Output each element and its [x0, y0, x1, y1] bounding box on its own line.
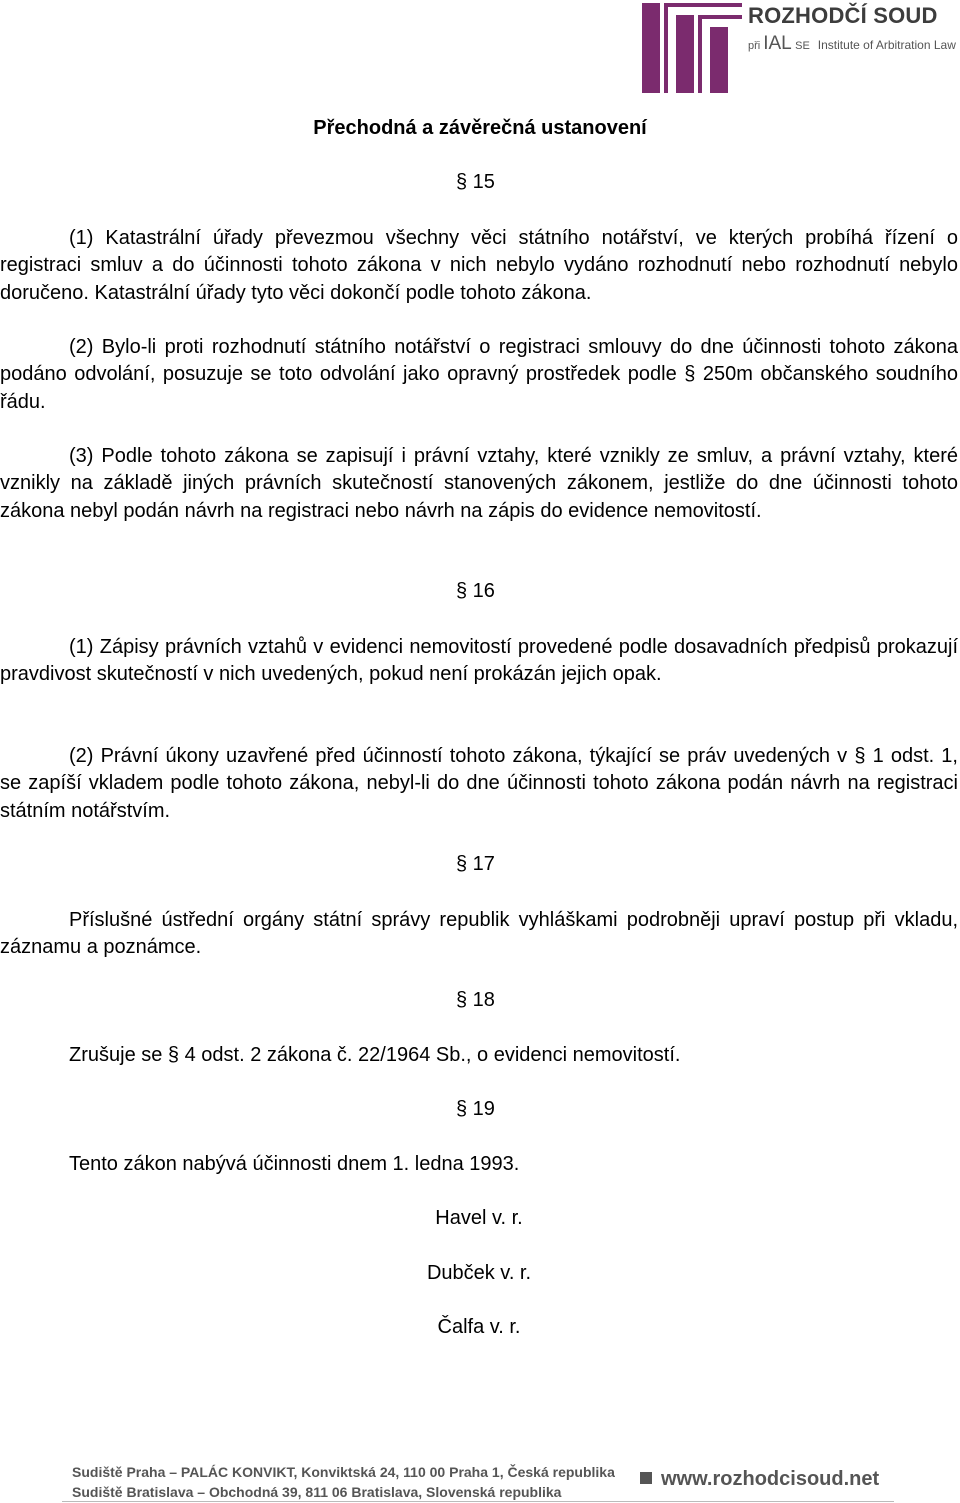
- section-label: § 17: [456, 853, 495, 875]
- footer-address-praha: Sudiště Praha – PALÁC KONVIKT, Konviktská 24, 110 00 Praha 1, Česká republika: [72, 1464, 615, 1480]
- footer-website[interactable]: [640, 1468, 879, 1491]
- logo-sub-ial: IAL: [763, 33, 792, 54]
- logo-subtitle: [748, 33, 956, 55]
- paragraph: Příslušné ústřední orgány státní správy republik vyhláškami podrobněji upraví postup při vkladu, záznamu a poznámce.: [0, 909, 958, 959]
- signature: Havel v. r.: [435, 1207, 523, 1229]
- section-label: § 19: [456, 1098, 495, 1120]
- section-label: § 16: [456, 580, 495, 602]
- paragraph: (2) Právní úkony uzavřené před účinností tohoto zákona, týkající se práv uvedených v § 1 odst. 1, se zapíší vkladem podle tohoto zákona, nebyl-li do dne účinnosti tohoto zákona podán návrh na registraci státním notářstvím.: [0, 745, 958, 822]
- footer: [0, 1448, 960, 1503]
- page-title: Přechodná a závěrečná ustanovení: [313, 117, 647, 139]
- footer-website-text: www.rozhodcisoud.net: [661, 1468, 880, 1490]
- footer-rule: [62, 1501, 894, 1502]
- logo-sub-se: SE: [795, 40, 810, 52]
- signature: Čalfa v. r.: [437, 1316, 521, 1338]
- logo-title: ROZHODČÍ SOUD: [748, 3, 938, 28]
- footer-address-bratislava: Sudiště Bratislava – Obchodná 39, 811 06 Bratislava, Slovenská republika: [72, 1484, 562, 1500]
- paragraph: Tento zákon nabývá účinnosti dnem 1. ledna 1993.: [69, 1153, 520, 1175]
- logo-mark-icon: [642, 3, 742, 93]
- paragraph: (1) Katastrální úřady převezmou všechny věci státního notářství, ve kterých probíhá řízení o registraci smluv a do účinnosti tohoto zákona v nich nebylo vydáno rozhodnutí nebo rozhodnutí nebylo doručeno. Katastrální úřady tyto věci dokončí podle tohoto zákona.: [0, 227, 958, 304]
- signature: Dubček v. r.: [426, 1262, 532, 1284]
- paragraph: (1) Zápisy právních vztahů v evidenci nemovitostí provedené podle dosavadních předpisů prokazují pravdivost skutečností v nich uvedených, pokud není prokázán jejich opak.: [0, 636, 958, 686]
- logo: [642, 3, 960, 93]
- paragraph: (3) Podle tohoto zákona se zapisují i právní vztahy, které vznikly ze smluv, a právní vztahy, které vznikly na základě jiných právních skutečností stanovených zákonem, jestliže do dne účinnosti tohoto zákona nebyl podán návrh na registraci nebo návrh na zápis do evidence nemovitostí.: [0, 445, 958, 522]
- section-label: § 15: [456, 171, 495, 193]
- section-label: § 18: [456, 989, 495, 1011]
- square-bullet-icon: [640, 1472, 652, 1484]
- paragraph: (2) Bylo-li proti rozhodnutí státního notářství o registraci smlouvy do dne účinnosti tohoto zákona podáno odvolání, posuzuje se toto odvolání jako opravný prostředek podle § 250m občanského soudního řádu.: [0, 336, 958, 413]
- logo-sub-pri: při: [748, 40, 761, 52]
- paragraph: Zrušuje se § 4 odst. 2 zákona č. 22/1964 Sb., o evidenci nemovitostí.: [69, 1044, 681, 1066]
- logo-sub-institute: Institute of Arbitration Law: [817, 38, 956, 52]
